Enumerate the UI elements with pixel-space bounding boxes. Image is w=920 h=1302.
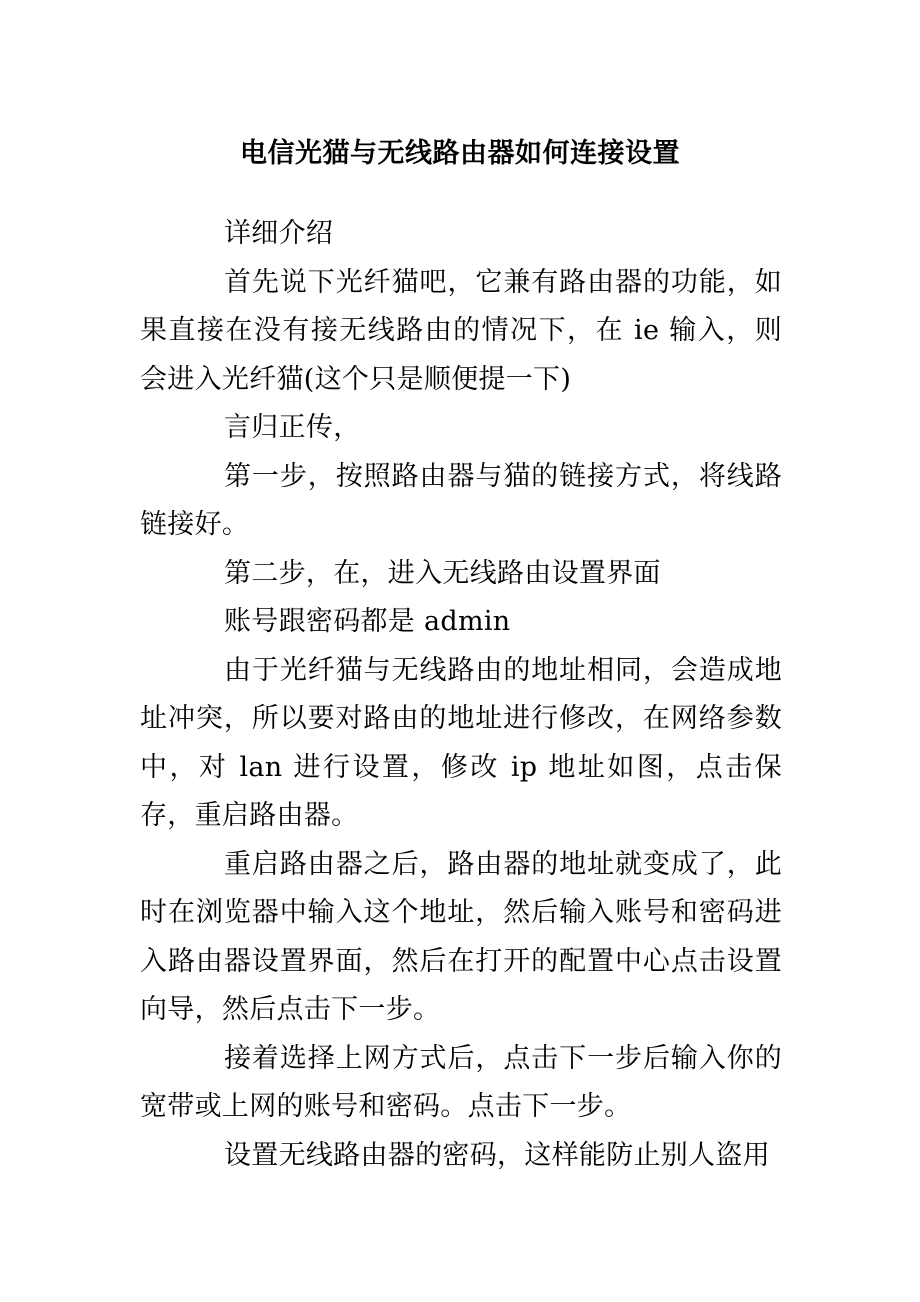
paragraph-credentials: 账号跟密码都是 admin [224, 606, 511, 637]
paragraph-fiber-modem-note: 首先说下光纤猫吧，它兼有路由器的功能，如果直接在没有接无线路由的情况下，在 ie 输入，则会进入光纤猫(这个只是顺便提一下) [140, 266, 782, 395]
paragraph-step-two: 第二步，在，进入无线路由设置界面 [224, 557, 661, 589]
paragraph-after-restart: 重启路由器之后，路由器的地址就变成了，此时在浏览器中输入这个地址，然后输入账号和密码进入路由器设置界面，然后在打开的配置中心点击设置向导，然后点击下一步。 [140, 848, 782, 1025]
paragraph-wireless-password: 设置无线路由器的密码，这样能防止别人盗用 [224, 1139, 770, 1171]
paragraph-intro-heading: 详细介绍 [224, 218, 334, 249]
paragraph-step-one: 第一步，按照路由器与猫的链接方式，将线路链接好。 [140, 460, 782, 540]
document-body [140, 210, 782, 1180]
paragraph-address-conflict: 由于光纤猫与无线路由的地址相同，会造成地址冲突，所以要对路由的地址进行修改，在网络参数中，对 lan 进行设置，修改 ip 地址如图，点击保存，重启路由器。 [140, 654, 782, 831]
document-title: 电信光猫与无线路由器如何连接设置 [240, 138, 680, 170]
paragraph-back-to-topic: 言归正传， [224, 412, 361, 443]
paragraph-connection-type: 接着选择上网方式后，点击下一步后输入你的宽带或上网的账号和密码。点击下一步。 [140, 1042, 782, 1122]
